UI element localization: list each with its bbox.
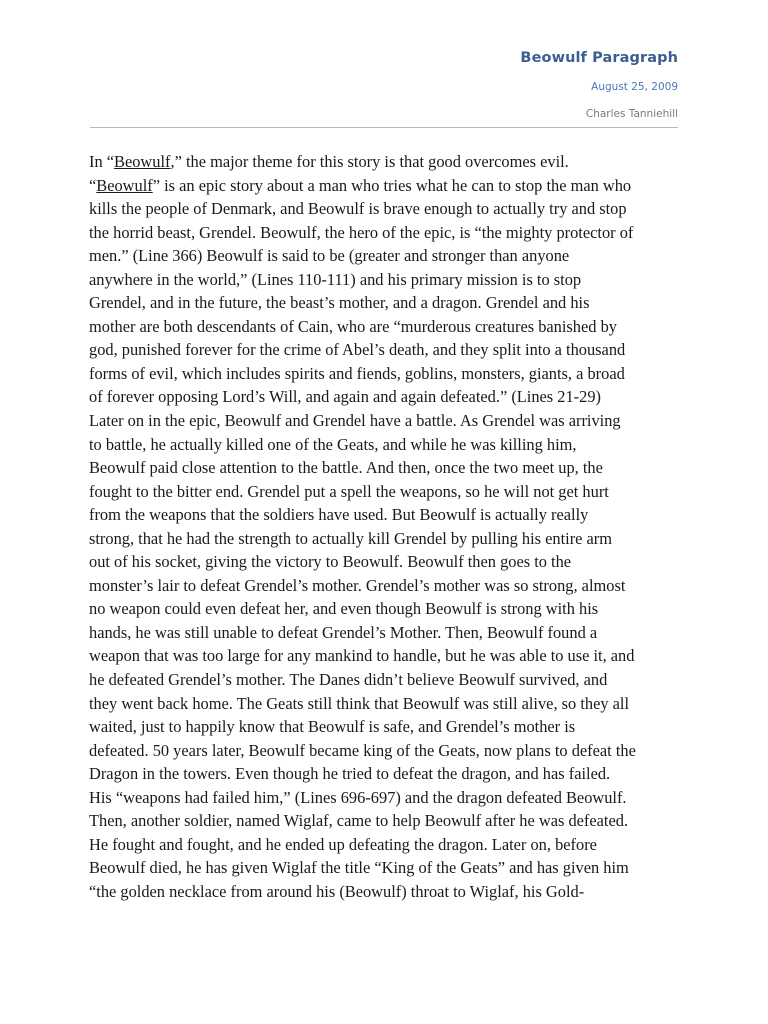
paragraph-line: waited, just to happily know that Beowulf is safe, and Grendel’s mother is bbox=[89, 717, 576, 737]
paragraph-line: no weapon could even defeat her, and even though Beowulf is strong with his bbox=[89, 599, 599, 619]
paragraph-line: Grendel, and in the future, the beast’s mother, and a dragon. Grendel and his bbox=[89, 293, 590, 313]
paragraph-line: mother are both descendants of Cain, who are “murderous creatures banished by bbox=[89, 316, 617, 336]
paragraph-line: His “weapons had failed him,” (Lines 696-697) and the dragon defeated Beowulf. bbox=[89, 787, 627, 807]
paragraph-line: Beowulf paid close attention to the battle. And then, once the two meet up, the bbox=[89, 458, 603, 478]
paragraph-line: from the weapons that the soldiers have used. But Beowulf is actually really bbox=[89, 505, 589, 525]
paragraph-line: Dragon in the towers. Even though he tried to defeat the dragon, and has failed. bbox=[89, 764, 611, 784]
paragraph-line: strong, that he had the strength to actually kill Grendel by pulling his entire arm bbox=[89, 528, 613, 548]
paragraph-line: men.” (Line 366) Beowulf is said to be (greater and stronger than anyone bbox=[89, 246, 570, 266]
paragraph-line: of forever opposing Lord’s Will, and again and again defeated.” (Lines 21-29) bbox=[89, 387, 601, 407]
document-author: Charles Tanniehill bbox=[585, 108, 678, 120]
paragraph-line: god, punished forever for the crime of Abel’s death, and they split into a thousand bbox=[89, 340, 626, 360]
paragraph-line: the horrid beast, Grendel. Beowulf, the hero of the epic, is “the mighty protector of bbox=[89, 222, 634, 242]
paragraph-line: they went back home. The Geats still think that Beowulf was still alive, so they all bbox=[89, 693, 630, 713]
paragraph-line: he defeated Grendel’s mother. The Danes didn’t believe Beowulf survived, and bbox=[89, 670, 608, 690]
paragraph-line: Later on in the epic, Beowulf and Grendel have a battle. As Grendel was arriving bbox=[89, 411, 621, 431]
paragraph-line: weapon that was too large for any mankind to handle, but he was able to use it, and bbox=[89, 646, 635, 666]
paragraph-line: Beowulf died, he has given Wiglaf the title “King of the Geats” and has given him bbox=[89, 858, 629, 878]
paragraph-line: anywhere in the world,” (Lines 110-111) and his primary mission is to stop bbox=[89, 269, 582, 289]
paragraph-line: fought to the bitter end. Grendel put a spell the weapons, so he will not get hurt bbox=[89, 481, 609, 501]
document-title: Beowulf Paragraph bbox=[520, 50, 678, 66]
paragraph-line: kills the people of Denmark, and Beowulf is brave enough to actually try and stop bbox=[89, 199, 627, 219]
paragraph-line: “the golden necklace from around his (Beowulf) throat to Wiglaf, his Gold- bbox=[89, 881, 585, 901]
paragraph-line: hands, he was still unable to defeat Grendel’s Mother. Then, Beowulf found a bbox=[89, 622, 598, 642]
essay-paragraph bbox=[89, 150, 689, 904]
header-divider bbox=[90, 127, 678, 128]
paragraph-line: “Beowulf” is an epic story about a man who tries what he can to stop the man who bbox=[89, 175, 632, 195]
paragraph-line: monster’s lair to defeat Grendel’s mother. Grendel’s mother was so strong, almost bbox=[89, 575, 626, 595]
paragraph-line: He fought and fought, and he ended up defeating the dragon. Later on, before bbox=[89, 834, 597, 854]
paragraph-line: to battle, he actually killed one of the Geats, and while he was killing him, bbox=[89, 434, 577, 454]
paragraph-line: Then, another soldier, named Wiglaf, came to help Beowulf after he was defeated. bbox=[89, 811, 629, 831]
paragraph-line: In “Beowulf,” the major theme for this story is that good overcomes evil. bbox=[89, 152, 569, 171]
paragraph-line: out of his socket, giving the victory to Beowulf. Beowulf then goes to the bbox=[89, 552, 572, 572]
paragraph-line: defeated. 50 years later, Beowulf became king of the Geats, now plans to defeat the bbox=[89, 740, 636, 760]
document-date: August 25, 2009 bbox=[591, 81, 678, 93]
paragraph-line: forms of evil, which includes spirits and fiends, goblins, monsters, giants, a broad bbox=[89, 363, 625, 383]
